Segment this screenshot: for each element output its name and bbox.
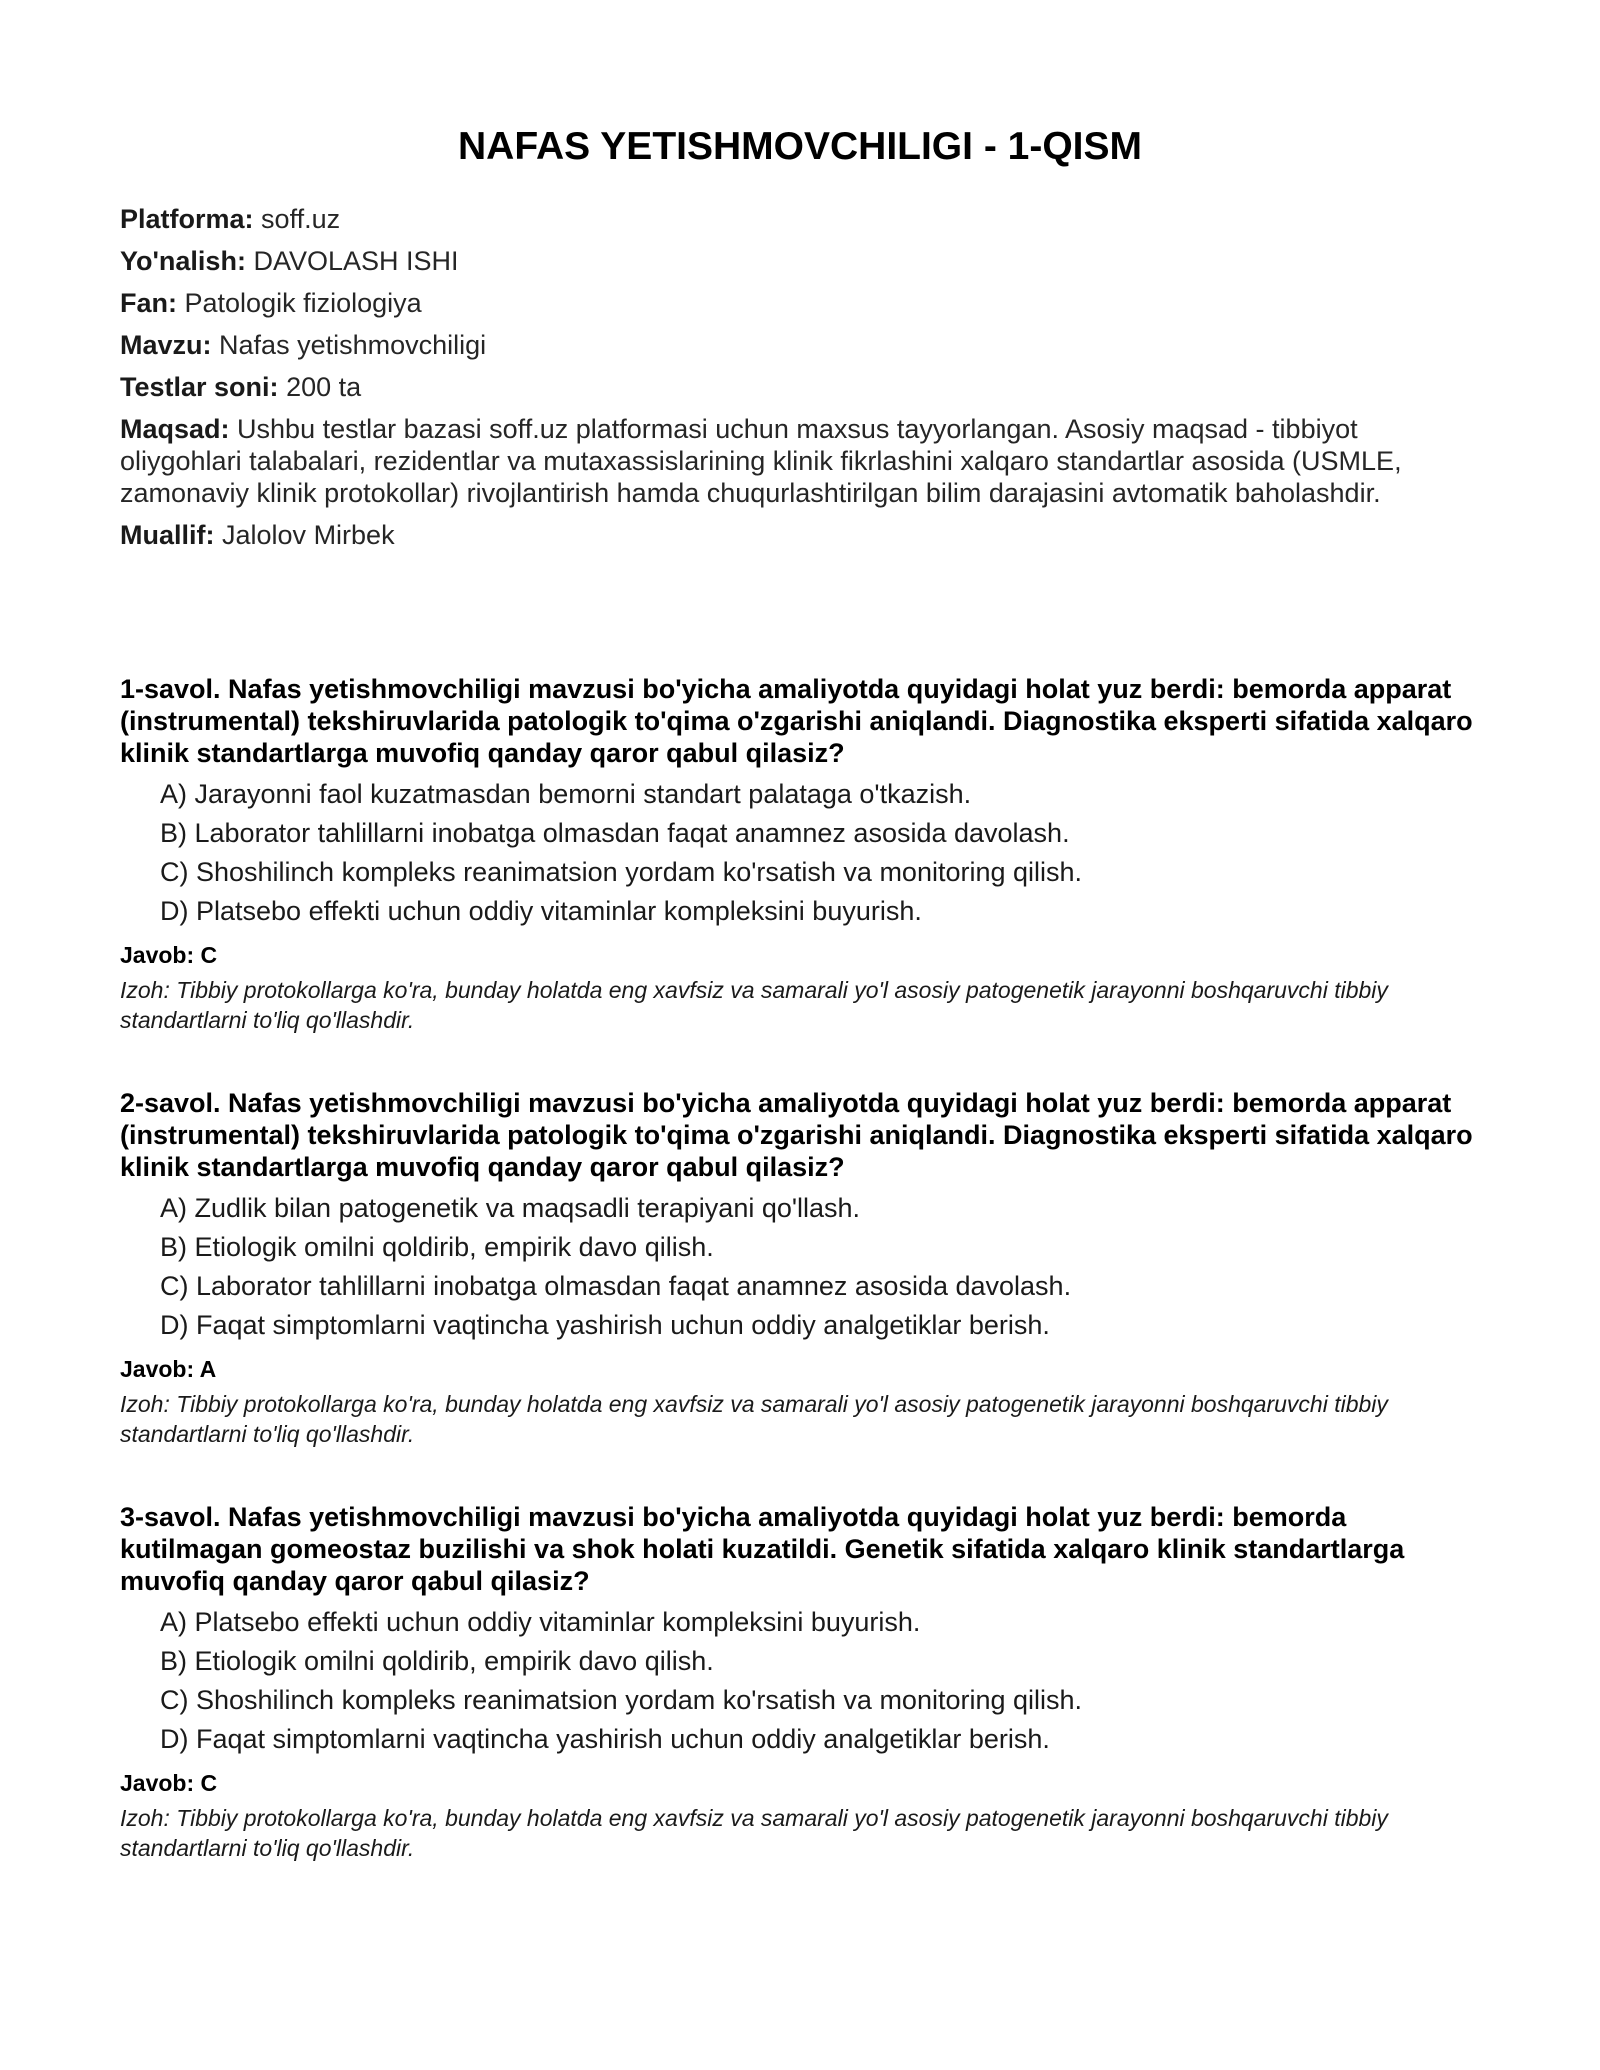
document-title: NAFAS YETISHMOVCHILIGI - 1-QISM [457,125,1142,168]
document-metadata [120,203,1460,561]
option-a: A) Platsebo effekti uchun oddiy vitaminlar kompleksini buyurish. [160,1607,921,1637]
meta-test-count-value: 200 ta [286,372,362,402]
answer-explanation: Izoh: Tibbiy protokollarga ko'ra, bunday holatda eng xavfsiz va samarali yo'l asosiy patogenetik jarayonni boshqaruvchi tibbiy standartlarni to'liq qo'llashdir. [120,1805,1388,1861]
correct-answer: Javob: C [120,1770,218,1796]
question-text: 1-savol. Nafas yetishmovchiligi mavzusi bo'yicha amaliyotda quyidagi holat yuz berdi: bemorda apparat (instrumental) tekshiruvlarida patologik to'qima o'zgarishi aniqlandi. Diagnostika eksperti sifatida xalqaro klinik standartlarga muvofiq qanday qaror qabul qilasiz? [120,674,1473,768]
question-2 [120,1087,1480,1449]
answer-explanation: Izoh: Tibbiy protokollarga ko'ra, bunday holatda eng xavfsiz va samarali yo'l asosiy patogenetik jarayonni boshqaruvchi tibbiy standartlarni to'liq qo'llashdir. [120,1391,1388,1447]
meta-subject-label: Fan: [120,288,177,318]
meta-platform-label: Platforma: [120,204,254,234]
correct-answer: Javob: C [120,942,218,968]
meta-goal-label: Maqsad: [120,414,230,444]
meta-platform [120,203,1460,235]
answer-options [120,1192,1480,1341]
meta-author-label: Muallif: [120,520,215,550]
option-c: C) Laborator tahlillarni inobatga olmasdan faqat anamnez asosida davolash. [160,1271,1072,1301]
option-c: C) Shoshilinch kompleks reanimatsion yordam ko'rsatish va monitoring qilish. [160,857,1083,887]
meta-author-value: Jalolov Mirbek [222,520,395,550]
meta-topic [120,329,1460,361]
option-d: D) Faqat simptomlarni vaqtincha yashirish uchun oddiy analgetiklar berish. [160,1724,1050,1754]
question-text: 3-savol. Nafas yetishmovchiligi mavzusi bo'yicha amaliyotda quyidagi holat yuz berdi: bemorda kutilmagan gomeostaz buzilishi va shok holati kuzatildi. Genetik sifatida xalqaro klinik standartlarga muvofiq qanday qaror qabul qilasiz? [120,1502,1405,1596]
meta-goal-value: Ushbu testlar bazasi soff.uz platformasi uchun maxsus tayyorlangan. Asosiy maqsad - tibbiyot oliygohlari talabalari, rezidentlar va mutaxassislarining klinik fikrlashini xalqaro standartlar asosida (USMLE, zamonaviy klinik protokollar) rivojlantirish hamda chuqurlashtirilgan bilim darajasini avtomatik baholashdir. [120,414,1402,508]
option-a: A) Zudlik bilan patogenetik va maqsadli terapiyani qo'llash. [160,1193,861,1223]
correct-answer: Javob: A [120,1356,217,1382]
option-c: C) Shoshilinch kompleks reanimatsion yordam ko'rsatish va monitoring qilish. [160,1685,1083,1715]
question-3 [120,1501,1480,1863]
option-b: B) Laborator tahlillarni inobatga olmasdan faqat anamnez asosida davolash. [160,818,1070,848]
meta-goal [120,413,1460,509]
meta-platform-value: soff.uz [261,204,341,234]
question-1 [120,673,1480,1035]
option-b: B) Etiologik omilni qoldirib, empirik davo qilish. [160,1232,714,1262]
meta-topic-value: Nafas yetishmovchiligi [219,330,487,360]
meta-test-count [120,371,1460,403]
answer-options [120,778,1480,927]
meta-author [120,519,1460,551]
answer-options [120,1606,1480,1755]
option-b: B) Etiologik omilni qoldirib, empirik davo qilish. [160,1646,714,1676]
meta-topic-label: Mavzu: [120,330,212,360]
meta-direction-label: Yo'nalish: [120,246,246,276]
answer-explanation: Izoh: Tibbiy protokollarga ko'ra, bunday holatda eng xavfsiz va samarali yo'l asosiy patogenetik jarayonni boshqaruvchi tibbiy standartlarni to'liq qo'llashdir. [120,977,1388,1033]
question-text: 2-savol. Nafas yetishmovchiligi mavzusi bo'yicha amaliyotda quyidagi holat yuz berdi: bemorda apparat (instrumental) tekshiruvlarida patologik to'qima o'zgarishi aniqlandi. Diagnostika eksperti sifatida xalqaro klinik standartlarga muvofiq qanday qaror qabul qilasiz? [120,1088,1473,1182]
meta-subject [120,287,1460,319]
meta-subject-value: Patologik fiziologiya [184,288,422,318]
option-d: D) Faqat simptomlarni vaqtincha yashirish uchun oddiy analgetiklar berish. [160,1310,1050,1340]
meta-direction [120,245,1460,277]
option-d: D) Platsebo effekti uchun oddiy vitaminlar kompleksini buyurish. [160,896,922,926]
option-a: A) Jarayonni faol kuzatmasdan bemorni standart palataga o'tkazish. [160,779,972,809]
meta-direction-value: DAVOLASH ISHI [253,246,459,276]
question-list [120,673,1480,1915]
meta-test-count-label: Testlar soni: [120,372,279,402]
